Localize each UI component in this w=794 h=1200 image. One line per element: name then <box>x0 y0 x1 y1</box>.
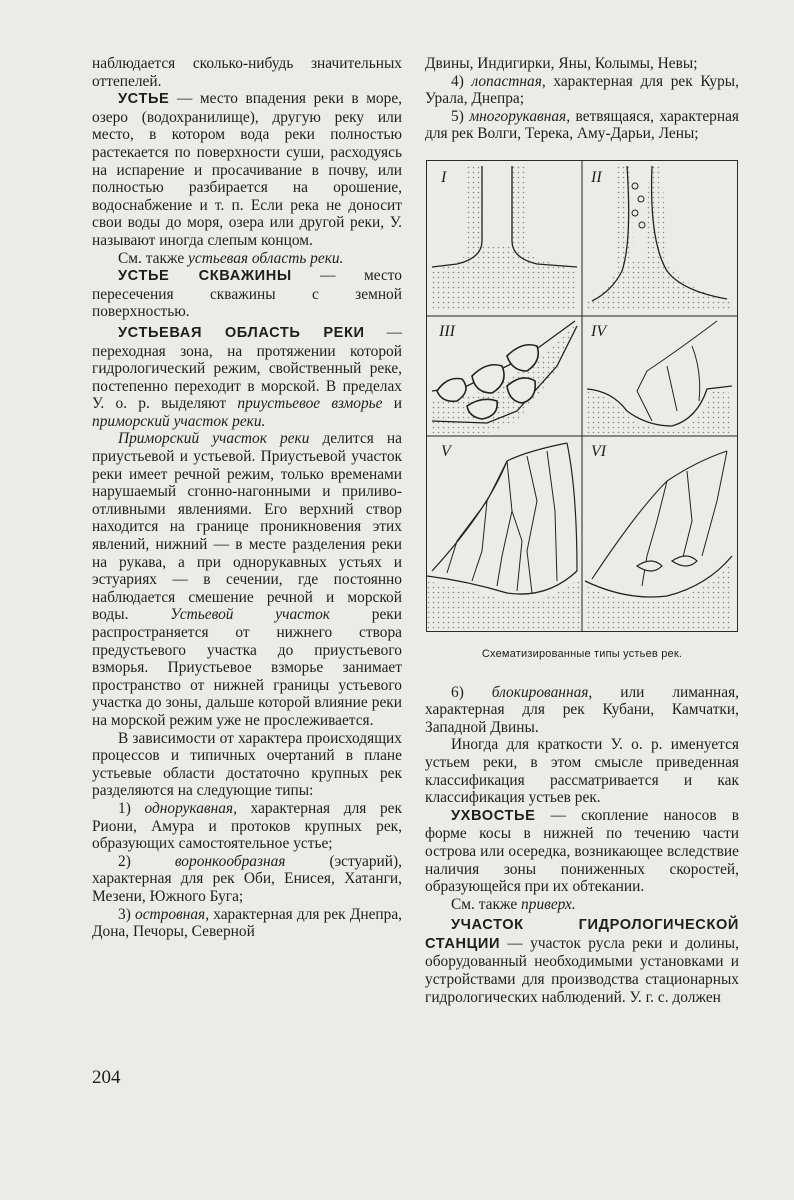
see-also: См. также устьевая область реки. <box>118 249 344 267</box>
list-item-type-6: 6) блокированная, или лиманная, характерная для рек Кубани, Камчатки, Западной Двины. <box>425 683 739 736</box>
list-item-type-4: 4) лопастная, характерная для рек Куры, Урала, Днепра; <box>425 72 739 108</box>
figure-caption: Схематизированные типы устьев рек. <box>481 647 683 660</box>
entry-uchastok: УЧАСТОК ГИДРОЛОГИЧЕСКОЙ СТАНЦИИ — участок русла реки и долины, оборудованный необходимыми установками и устройствами для производства стационарных гидрологических наблюдений. У. г. с. должен <box>425 917 739 1006</box>
list-item-type-1: 1) однорукавная, характерная для рек Риони, Амура и протоков крупных рек, образующих самостоятельное устье; <box>92 799 402 853</box>
river-mouth-types-figure <box>426 160 738 632</box>
panel-label-I: I <box>441 168 447 186</box>
entry-ustye-skvazhiny: УСТЬЕ СКВАЖИНЫ — место пересечения скважины с земной поверхностью. <box>92 267 402 321</box>
see-also: См. также приверх. <box>451 895 576 913</box>
panel-label-VI: VI <box>591 442 607 460</box>
cross-reference: приверх. <box>521 895 576 913</box>
right-column <box>425 55 739 1006</box>
list-item-type-5: 5) многорукавная, ветвящаяся, характерная для рек Волги, Терека, Аму-Дарьи, Лены; <box>425 107 739 143</box>
panel-IV-drawing <box>585 321 732 433</box>
entry-ustevaya-oblast: УСТЬЕВАЯ ОБЛАСТЬ РЕКИ — переходная зона, на протяжении которой гидрологический режим, свойственный реке, постепенно переходит в морской. В пределах У. о. р. выделяют приустьевое взморье и приморский участок реки. <box>92 323 402 430</box>
panel-label-II: II <box>591 168 602 186</box>
figure-drawing <box>427 161 737 631</box>
page-number: 204 <box>92 1067 121 1088</box>
paragraph-primorsky: Приморский участок реки делится на приустьевой и устьевой. Приустьевой участок реки имеет речной режим, только временами нарушаемый сгонно-нагонными и приливо-отливными явлениями. Его верхний створ находится на границе проникновения этих явлений, нижний — в месте разделения реки на рукава, а при однорукавных устьях и эстуариях — в сечении, где постоянно наблюдается смешение речной и морской воды. Устьевой участок реки распространяется от нижнего створа предустьевого участка до приустьевого взморья. Приустьевое взморье занимает пространство от нижней границы устьевого участка до зоны, дальше которой влияние реки на морской режим уже не прослеживается. <box>92 430 403 729</box>
panel-V-drawing <box>427 443 582 629</box>
entry-heading: УСТЬЕВАЯ ОБЛАСТЬ РЕКИ <box>118 324 365 341</box>
panel-I-drawing <box>432 166 577 311</box>
paragraph-types-intro: В зависимости от характера происходящих процессов и типичных очертаний в плане устьевые области достаточно крупных рек разделяются на следующие типы: <box>92 729 402 800</box>
left-column <box>92 55 402 941</box>
panel-II-drawing <box>587 166 732 311</box>
entry-ustye: УСТЬЕ — место впадения реки в море, озеро (водохранилище), другую реку или место, в котором вода реки полностью растекается по поверхности суши, расходуясь на испарение и просачивание в почву, или полностью разбирается на орошение, водоснабжение и т. п. Если река не доносит свои воды до моря, озера или другой реки, У. называют иногда слепым концом. <box>92 90 402 249</box>
entry-heading: УСТЬЕ СКВАЖИНЫ <box>118 268 292 285</box>
paragraph-continuation: наблюдается сколько-нибудь значительных оттепелей. <box>92 55 402 90</box>
entry-heading: УХВОСТЬЕ <box>451 807 536 824</box>
paragraph-inogda: Иногда для краткости У. о. р. именуется устьем реки, в этом смысле приведенная классификация рассматривается и как классификация устьев рек. <box>425 736 739 807</box>
list-item-type-3: 3) островная, характерная для рек Днепра, Дона, Печоры, Северной <box>92 905 403 941</box>
entry-heading: УЧАСТОК ГИДРОЛОГИЧЕСКОЙ СТАНЦИИ <box>425 917 739 952</box>
panel-label-III: III <box>439 322 455 340</box>
paragraph-continuation: Двины, Индигирки, Яны, Колымы, Невы; <box>425 55 698 72</box>
cross-reference: устьевая область реки. <box>188 249 344 267</box>
panel-label-V: V <box>441 442 451 460</box>
entry-uhvostye: УХВОСТЬЕ — скопление наносов в форме косы в нижней по течению части острова или осередка, возникающее вследствие наличия зоны пониженных скоростей, образующейся при их обтекании. <box>425 806 739 896</box>
list-item-type-2: 2) воронкообразная (эстуарий), характерная для рек Оби, Енисея, Хатанги, Мезени, Южного Буга; <box>92 852 402 905</box>
panel-label-IV: IV <box>591 322 607 340</box>
panel-VI-drawing <box>585 451 732 629</box>
entry-heading: УСТЬЕ <box>118 91 170 108</box>
